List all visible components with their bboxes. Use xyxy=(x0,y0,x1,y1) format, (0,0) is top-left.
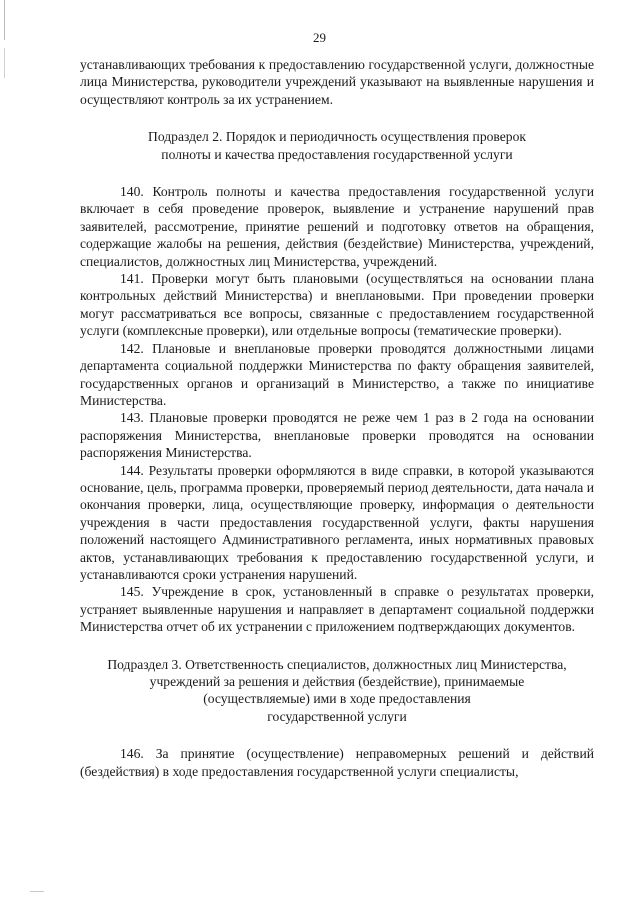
paragraph-140: 140. Контроль полноты и качества предоставления государственной услуги включает в себя проведение проверок, выявление и устранение нарушений прав заявителей, рассмотрение, принятие решений и подготовку ответов на обращения, содержащие жалобы на решения, действия (бездействие) Министерства, учреждений, специалистов, должностных лиц Министерства, учреждений. xyxy=(80,184,594,269)
document-body xyxy=(80,56,594,780)
paragraph-146: 146. За принятие (осуществление) неправомерных решений и действий (бездействия) в ходе предоставления государственной услуги специалисты, xyxy=(80,746,594,779)
heading-line: Подраздел 2. Порядок и периодичность осуществления проверок xyxy=(148,129,526,145)
subsection-2-heading xyxy=(80,128,594,163)
paragraph-141: 141. Проверки могут быть плановыми (осуществляться на основании плана контрольных действий Министерства) и внеплановыми. При проведении проверки могут рассматриваться все вопросы, связанные с предоставлением государственной услуги (комплексные проверки), или отдельные вопросы (тематические проверки). xyxy=(80,271,594,339)
heading-line: государственной услуги xyxy=(267,708,407,724)
scan-edge-mark-lower xyxy=(4,48,5,78)
paragraph-143: 143. Плановые проверки проводятся не реже чем 1 раз в 2 года на основании распоряжения Министерства, внеплановые проверки проводятся на основании распоряжения Министерства. xyxy=(80,410,594,461)
paragraph-144: 144. Результаты проверки оформляются в виде справки, в которой указываются основание, цель, программа проверки, проверяемый период деятельности, дата начала и окончания проверки, лица, осуществляющие проверку, информация о деятельности учреждения в части предоставления государственной услуги, факты нарушения положений настоящего Административного регламента, иных нормативных правовых актов, устанавливающих требования к предоставлению государственной услуги, и устанавливаются сроки устранения нарушений. xyxy=(80,462,594,582)
paragraph-142: 142. Плановые и внеплановые проверки проводятся должностными лицами департамента социальной поддержки Министерства по факту обращения заявителей, государственных органов и организаций в Министерство, а также по инициативе Министерства. xyxy=(80,340,594,408)
heading-line: полноты и качества предоставления государственной услуги xyxy=(161,146,513,162)
heading-line: (осуществляемые) ими в ходе предоставления xyxy=(203,691,471,707)
heading-line: Подраздел 3. Ответственность специалистов, должностных лиц Министерства, xyxy=(107,656,567,672)
scan-bottom-mark xyxy=(30,891,44,892)
heading-line: учреждений за решения и действия (бездействие), принимаемые xyxy=(149,674,525,689)
paragraph-145: 145. Учреждение в срок, установленный в справке о результатах проверки, устраняет выявленные нарушения и направляет в департамент социальной поддержки Министерства отчет об их устранении с приложением подтверждающих документов. xyxy=(80,584,594,635)
subsection-3-heading xyxy=(80,656,594,726)
page-number: 29 xyxy=(313,30,326,45)
paragraph-continuation: устанавливающих требования к предоставлению государственной услуги, должностные лица Министерства, руководители учреждений указывают на выявленные нарушения и осуществляют контроль за их устранением. xyxy=(80,57,594,107)
